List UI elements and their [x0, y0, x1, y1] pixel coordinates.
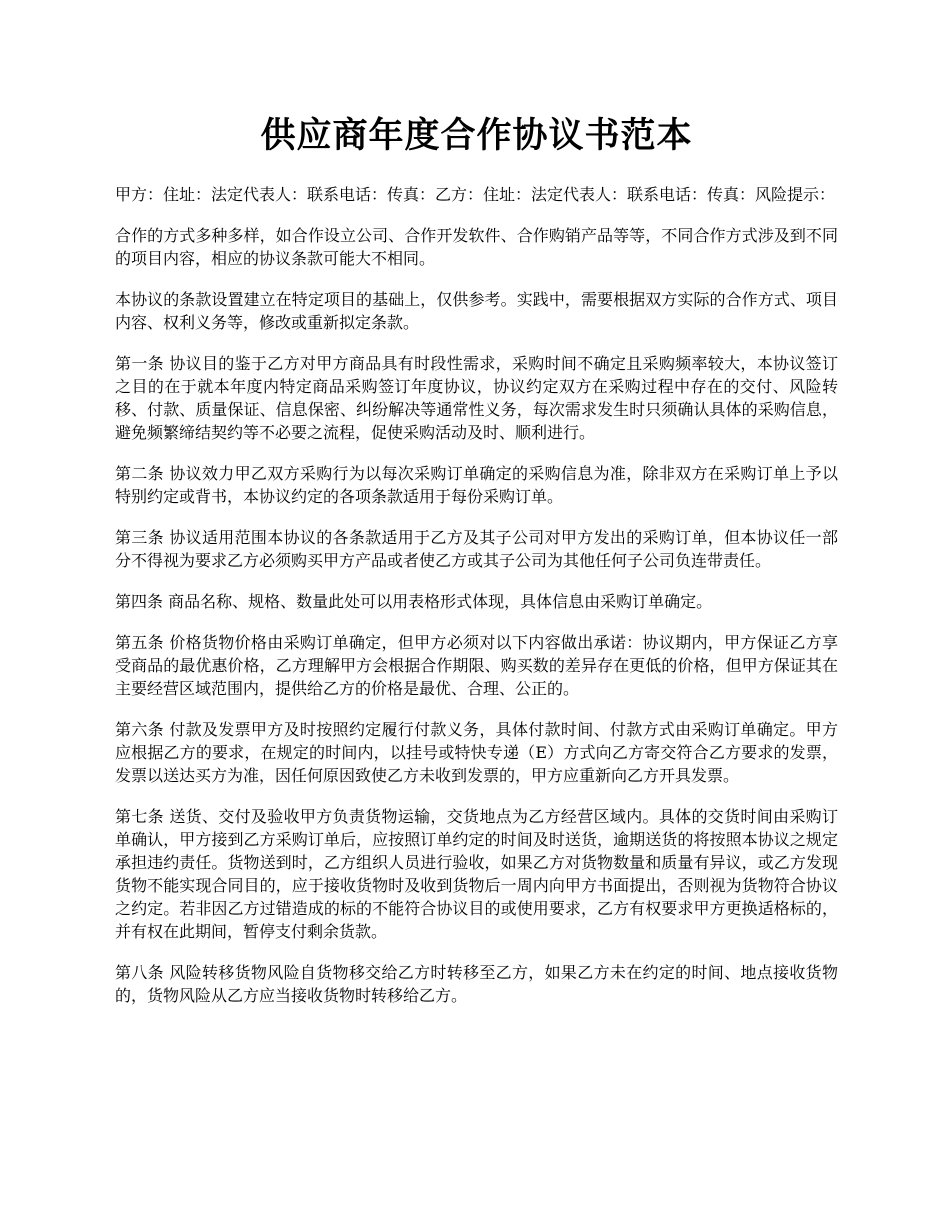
party-info-paragraph: 甲方：住址：法定代表人：联系电话：传真：乙方：住址：法定代表人：联系电话：传真：风险提示： — [115, 185, 836, 204]
article-3-paragraph: 第三条 协议适用范围本协议的各条款适用于乙方及其子公司对甲方发出的采购订单，但本协议任一部分不得视为要求乙方必须购买甲方产品或者使乙方或其子公司为其他任何子公司负连带责任。 — [115, 528, 838, 570]
risk-note-paragraph-2: 本协议的条款设置建立在特定项目的基础上，仅供参考。实践中，需要根据双方实际的合作方式、项目内容、权利义务等，修改或重新拟定条款。 — [115, 290, 838, 332]
document-body — [115, 183, 838, 1007]
document-title: 供应商年度合作协议书范本 — [260, 115, 693, 156]
article-2-paragraph: 第二条 协议效力甲乙双方采购行为以每次采购订单确定的采购信息为准，除非双方在采购订单上予以特别约定或背书，本协议约定的各项条款适用于每份采购订单。 — [115, 464, 838, 506]
article-6-paragraph: 第六条 付款及发票甲方及时按照约定履行付款义务，具体付款时间、付款方式由采购订单确定。甲方应根据乙方的要求，在规定的时间内，以挂号或特快专递（E）方式向乙方寄交符合乙方要求的发票，发票以送达买方为准，因任何原因致使乙方未收到发票的，甲方应重新向乙方开具发票。 — [115, 720, 838, 785]
article-7-paragraph: 第七条 送货、交付及验收甲方负责货物运输，交货地点为乙方经营区域内。具体的交货时间由采购订单确认，甲方接到乙方采购订单后，应按照订单约定的时间及时送货，逾期送货的将按照本协议之规定承担违约责任。货物送到时，乙方组织人员进行验收，如果乙方对货物数量和质量有异议，或乙方发现货物不能实现合同目的，应于接收货物时及收到货物后一周内向甲方书面提出，否则视为货物符合协议之约定。若非因乙方过错造成的标的不能符合协议目的或使用要求，乙方有权要求甲方更换适格标的，并有权在此期间，暂停支付剩余货款。 — [115, 807, 838, 941]
risk-note-paragraph-1: 合作的方式多种多样，如合作设立公司、合作开发软件、合作购销产品等等，不同合作方式涉及到不同的项目内容，相应的协议条款可能大不相同。 — [115, 226, 838, 268]
article-4-paragraph: 第四条 商品名称、规格、数量此处可以用表格形式体现，具体信息由采购订单确定。 — [115, 592, 713, 611]
article-1-paragraph: 第一条 协议目的鉴于乙方对甲方商品具有时段性需求，采购时间不确定且采购频率较大，本协议签订之目的在于就本年度内特定商品采购签订年度协议，协议约定双方在采购过程中存在的交付、风险转移、付款、质量保证、信息保密、纠纷解决等通常性义务，每次需求发生时只须确认具体的采购信息，避免频繁缔结契约等不必要之流程，促使采购活动及时、顺利进行。 — [115, 354, 838, 442]
article-5-paragraph: 第五条 价格货物价格由采购订单确定，但甲方必须对以下内容做出承诺：协议期内，甲方保证乙方享受商品的最优惠价格，乙方理解甲方会根据合作期限、购买数的差异存在更低的价格，但甲方保证其在主要经营区域范围内，提供给乙方的价格是最优、合理、公正的。 — [115, 633, 838, 698]
article-8-paragraph: 第八条 风险转移货物风险自货物移交给乙方时转移至乙方，如果乙方未在约定的时间、地点接收货物的，货物风险从乙方应当接收货物时转移给乙方。 — [115, 963, 838, 1005]
